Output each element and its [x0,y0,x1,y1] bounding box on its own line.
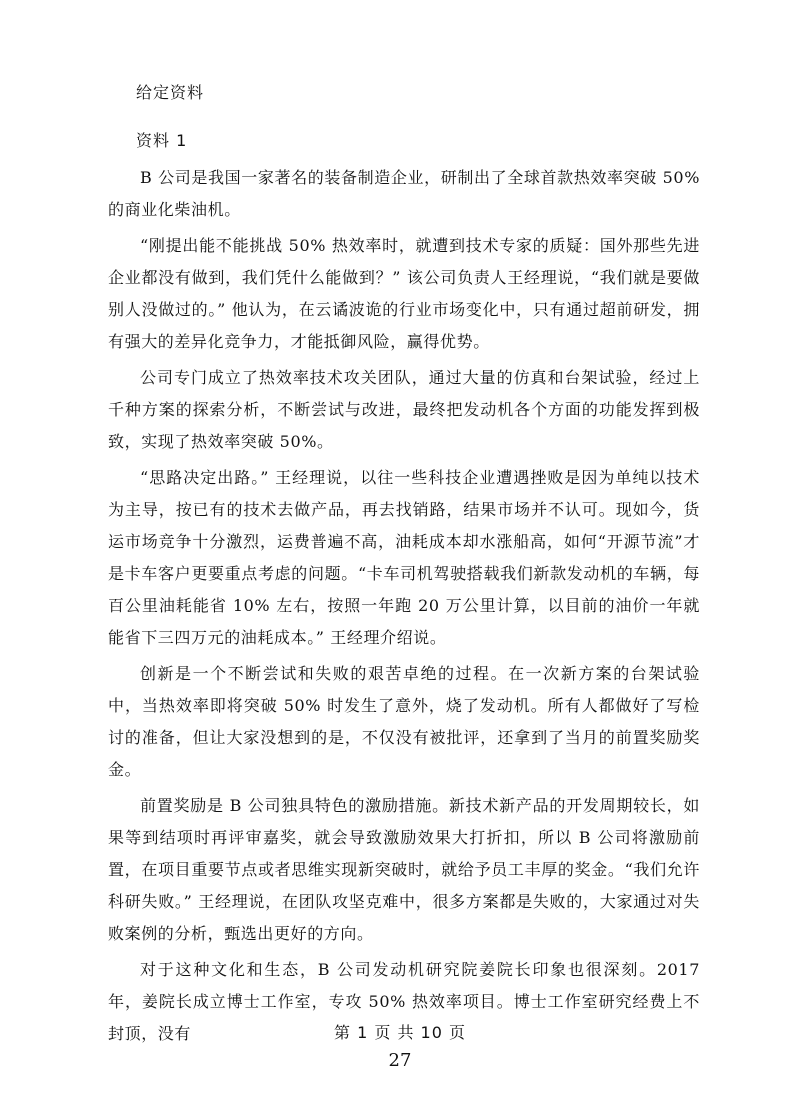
document-heading: 给定资料 [136,83,205,102]
page-number: 27 [388,1050,412,1071]
paragraph-1: B 公司是我国一家著名的装备制造企业，研制出了全球首款热效率突破 50% 的商业化柴油机。 [108,168,700,219]
paragraph-5: 创新是一个不断尝试和失败的艰苦卓绝的过程。在一次新方案的台架试验中，当热效率即将突破 50% 时发生了意外，烧了发动机。所有人都做好了写检讨的准备，但让大家没想到的是，不仅没有被批评，还拿到了当月的前置奖励奖金。 [108,664,700,779]
section-title: 资料 1 [136,131,188,150]
paragraph-4: “思路决定出路。” 王经理说，以往一些科技企业遭遇挫败是因为单纯以技术为主导，按已有的技术去做产品，再去找销路，结果市场并不认可。现如今，货运市场竞争十分激烈，运费普遍不高，油耗成本却水涨船高，如何“开源节流”才是卡车客户更要重点考虑的问题。“卡车司机驾驶搭载我们新款发动机的车辆，每百公里油耗能省 10% 左右，按照一年跑 20 万公里计算，以目前的油价一年就能省下三四万元的油耗成本。” 王经理介绍说。 [108,468,700,647]
page-indicator: 第 1 页 共 10 页 [334,1023,466,1042]
paragraph-7: 对于这种文化和生态，B 公司发动机研究院姜院长印象也很深刻。2017 年，姜院长成立博士工作室，专攻 50% 热效率项目。博士工作室研究经费上不封顶，没有 [108,960,700,1043]
paragraph-6: 前置奖励是 B 公司独具特色的激励措施。新技术新产品的开发周期较长，如果等到结项时再评审嘉奖，就会导致激励效果大打折扣，所以 B 公司将激励前置，在项目重要节点或者思维实现新突破时，就给予员工丰厚的奖金。“我们允许科研失败。” 王经理说，在团队攻坚克难中，很多方案都是失败的，大家通过对失败案例的分析，甄选出更好的方向。 [108,796,700,943]
document-content [108,76,700,1054]
paragraph-2: “刚提出能不能挑战 50% 热效率时，就遭到技术专家的质疑：国外那些先进企业都没有做到，我们凭什么能做到？” 该公司负责人王经理说，“我们就是要做别人没做过的。” 他认为，在云谲波诡的行业市场变化中，只有通过超前研发，拥有强大的差异化竞争力，才能抵御风险，赢得优势。 [108,236,700,351]
paragraph-3: 公司专门成立了热效率技术攻关团队，通过大量的仿真和台架试验，经过上千种方案的探索分析，不断尝试与改进，最终把发动机各个方面的功能发挥到极致，实现了热效率突破 50%。 [108,368,700,451]
